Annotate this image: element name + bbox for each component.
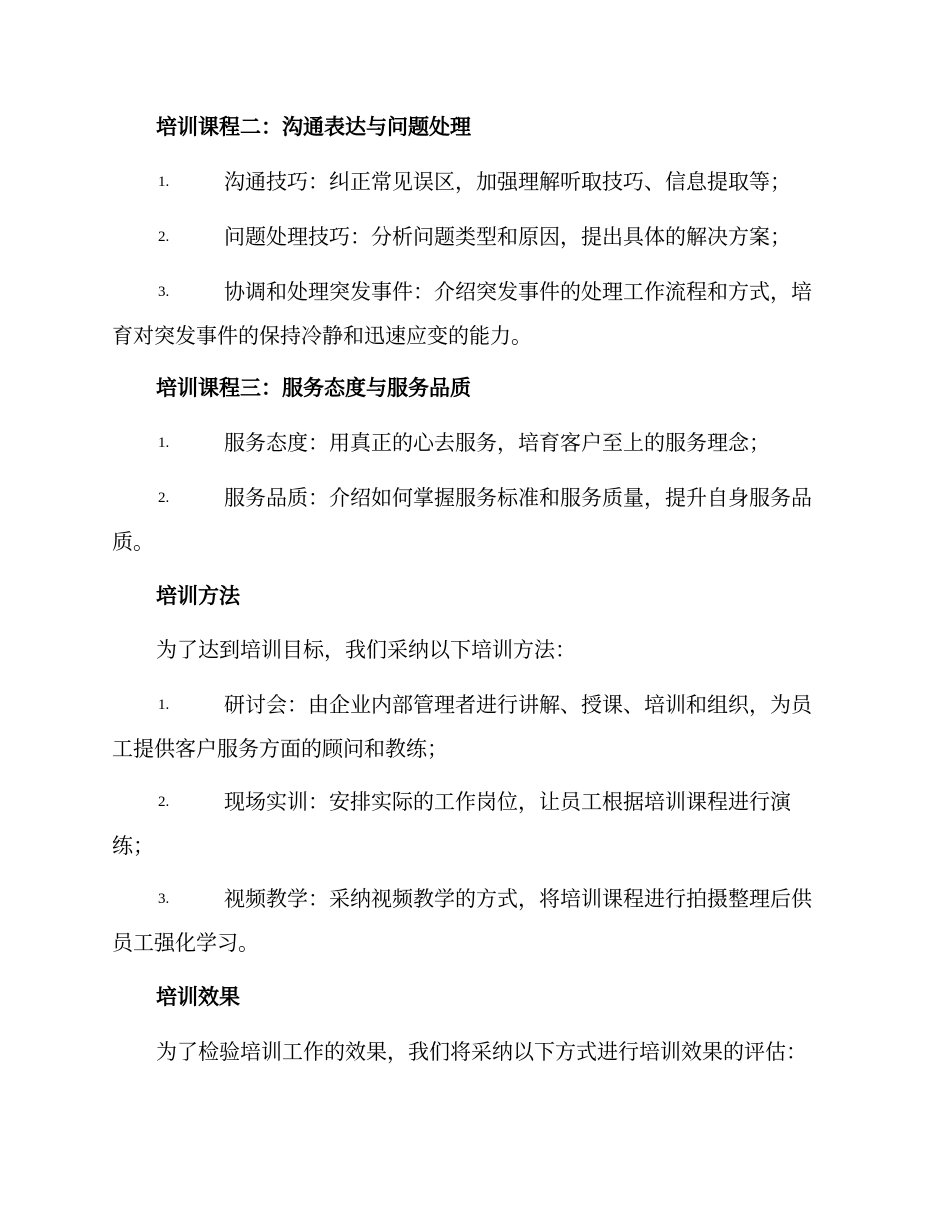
section-heading-course2: 培训课程二：沟通表达与问题处理 xyxy=(156,115,471,139)
list-item-text: 服务态度：用真正的心去服务，培育客户至上的服务理念； xyxy=(224,431,770,455)
list-item-text: 现场实训：安排实际的工作岗位，让员工根据培训课程进行演 xyxy=(224,790,791,814)
list-item-text-continued: 育对突发事件的保持冷静和迅速应变的能力。 xyxy=(112,324,532,348)
paragraph-methods-intro: 为了达到培训目标，我们采纳以下培训方法： xyxy=(156,638,576,662)
list-item xyxy=(112,215,837,259)
list-item-text-continued: 练； xyxy=(112,834,154,858)
list-item xyxy=(112,270,837,358)
list-item xyxy=(112,476,837,564)
list-item-text: 服务品质：介绍如何掌握服务标准和服务质量，提升自身服务品 xyxy=(224,486,812,510)
list-item xyxy=(112,780,837,868)
list-item xyxy=(112,160,837,204)
paragraph-effects-intro: 为了检验培训工作的效果，我们将采纳以下方式进行培训效果的评估： xyxy=(156,1040,807,1064)
list-number: 2. xyxy=(158,229,170,245)
list-item xyxy=(112,683,837,771)
list-number: 3. xyxy=(158,891,170,907)
list-number: 2. xyxy=(158,794,170,810)
list-item xyxy=(112,877,837,965)
list-item-text: 研讨会：由企业内部管理者进行讲解、授课、培训和组织，为员 xyxy=(224,693,812,717)
list-item-text: 问题处理技巧：分析问题类型和原因，提出具体的解决方案； xyxy=(224,225,791,249)
list-item-text-continued: 质。 xyxy=(112,530,154,554)
list-item-text: 协调和处理突发事件：介绍突发事件的处理工作流程和方式，培 xyxy=(224,280,812,304)
list-number: 2. xyxy=(158,490,170,506)
list-item-text: 沟通技巧：纠正常见误区，加强理解听取技巧、信息提取等； xyxy=(224,170,791,194)
list-number: 1. xyxy=(158,435,170,451)
list-number: 1. xyxy=(158,697,170,713)
list-item-text-continued: 员工强化学习。 xyxy=(112,931,259,955)
list-item-text: 视频教学：采纳视频教学的方式，将培训课程进行拍摄整理后供 xyxy=(224,887,812,911)
list-item xyxy=(112,421,837,465)
section-heading-effects: 培训效果 xyxy=(156,985,240,1009)
list-item-text-continued: 工提供客户服务方面的顾问和教练； xyxy=(112,737,448,761)
list-number: 3. xyxy=(158,284,170,300)
section-heading-methods: 培训方法 xyxy=(156,584,240,608)
section-heading-course3: 培训课程三：服务态度与服务品质 xyxy=(156,376,471,400)
list-number: 1. xyxy=(158,174,170,190)
